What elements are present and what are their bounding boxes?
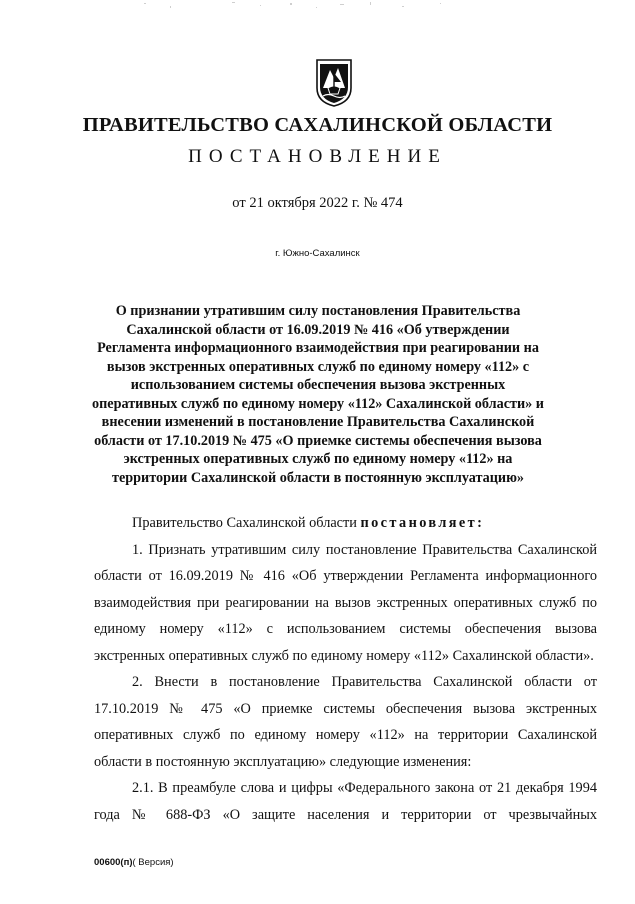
footer-version-label: ( Версия) (132, 857, 174, 868)
document-city: г. Южно-Сахалинск (275, 248, 360, 259)
paragraph-2-1: 2.1. В преамбуле слова и цифры «Федерального закона от 21 декабря 1994 года № 688-ФЗ «О защите населения и территории от чрезвычайных (94, 780, 597, 823)
preamble-text: Правительство Сахалинской области (132, 515, 357, 531)
paragraph-1: 1. Признать утратившим силу постановление Правительства Сахалинской области от 16.09.2019 № 416 «Об утверждении Регламента информационного взаимодействия при реагировании на вызов экстренных оперативных служб по единому номеру «112» с использованием системы обеспечения вызова экстренных оперативных служб по единому номеру «112» Сахалинской области». (94, 541, 597, 664)
sakhalin-coat-of-arms-icon (314, 58, 354, 108)
footer-code: 00600(п) (94, 857, 133, 868)
scan-noise (140, 0, 470, 14)
preamble-decree-word: постановляет: (360, 515, 485, 531)
preamble-paragraph (94, 510, 597, 537)
document-body (94, 510, 597, 828)
document-subject: О признании утратившим силу постановления Правительства Сахалинской области от 16.09.2019 № 416 «Об утверждении Регламента информационного взаимодействия при реагировании на вызов экстренных оперативных служб по единому номеру «112» с использованием системы обеспечения вызова экстренных оперативных служб по единому номеру «112» Сахалинской области» и внесении изменений в постановление Правительства Сахалинской области от 17.10.2019 № 475 «О приемке системы обеспечения вызова экстренных оперативных служб по единому номеру «112» на территории Сахалинской области в постоянную эксплуатацию» (92, 303, 544, 486)
document-type: ПОСТАНОВЛЕНИЕ (188, 146, 447, 167)
paragraph-2: 2. Внести в постановление Правительства Сахалинской области от 17.10.2019 № 475 «О приемке системы обеспечения вызова экстренных оперативных служб по единому номеру «112» на территории Сахалинской области в постоянную эксплуатацию» следующие изменения: (94, 674, 597, 770)
document-date-number: от 21 октября 2022 г. № 474 (232, 195, 403, 211)
government-title: ПРАВИТЕЛЬСТВО САХАЛИНСКОЙ ОБЛАСТИ (82, 114, 553, 136)
footer-version (94, 857, 174, 868)
